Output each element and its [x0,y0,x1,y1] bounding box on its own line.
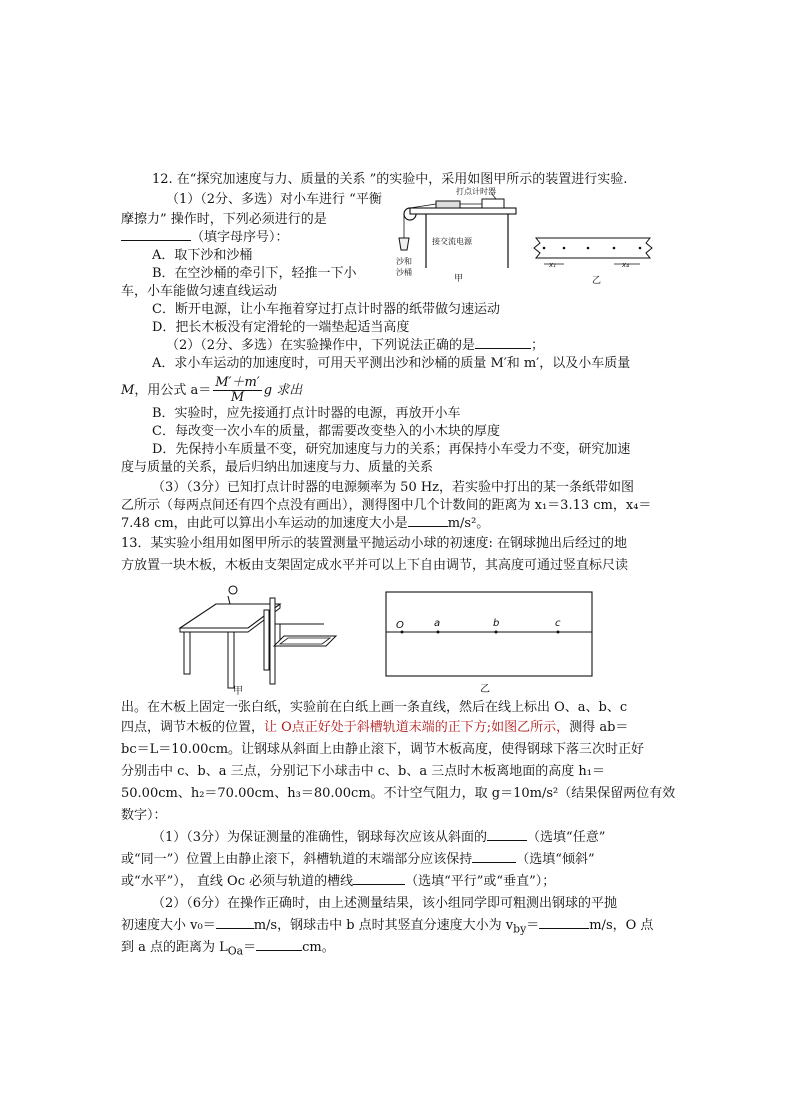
q12-part3-answer-blank[interactable] [408,514,448,527]
q12-option-c: C．断开电源，让小车拖着穿过打点计时器的纸带做匀速运动 [152,302,500,317]
q13-part1-line1: （1）（3分）为保证测量的准确性，钢球每次应该从斜面的 （选填“任意” [152,830,606,845]
q12-option-d: D．把长木板没有定滑轮的一端垫起适当高度 [152,320,410,335]
figure-yi-label: 乙 [592,276,602,286]
label-c: c [555,618,561,629]
q13-part2-blank-v0[interactable] [216,916,254,929]
label-b: b [493,618,500,629]
x1-label: x₁ [549,261,556,269]
q13-part2-line1: （2）（6分）在操作正确时，由上述测量结果，该小组同学即可粗测出钢球的平抛 [152,896,618,911]
q13-part2-line2: 初速度大小 v₀＝ m/s，钢球击中 b 点时其竖直分速度大小为 $v_{by}= m/s$，O 点 [121,918,654,936]
q13-part1-line2: 或“同一”）位置上由静止滚下，斜槽轨道的末端部分应该保持 （选填“倾斜” [121,852,595,867]
sand-bucket [399,238,409,250]
q13-part1-blank-1[interactable] [487,828,527,841]
q13-part1-blank-2[interactable] [472,850,516,863]
q12-part2-option-b: B．实验时，应先接通打点计时器的电源，再放开小车 [152,406,461,421]
timer-device [482,199,504,208]
tape-dot [639,247,642,250]
q13-line2: 方放置一块木板，木板由支架固定成水平并可以上下自由调节，其高度可通过竖直标尺读 [121,558,629,573]
q13-part2-line3: 到 a 点的距离为 $L_{Oa}=$ cm。 [121,940,335,958]
long-board [410,208,516,214]
q13-line5: bc＝L＝10.00cm。让钢球从斜面上由静止滚下，调节木板高度，使得钢球下落三次时正好 [121,742,645,757]
power-label: 接交流电源 [432,237,472,246]
q12-figure-jia-apparatus [396,186,520,286]
q12-part2-option-d-line1: D．先保持小车质量不变，研究加速度与力的关系；再保持小车受力不变，研究加速 [152,442,631,457]
q13-line1: 13．某实验小组用如图甲所示的装置测量平抛运动小球的初速度: 在钢球抛出后经过的地 [121,536,628,551]
tape-dot [613,247,616,250]
tape-dot [587,247,590,250]
q12-part1-answer-blank[interactable] [121,228,191,241]
q12-part1-line2: 摩擦力” 操作时，下列必须进行的是 [121,212,327,227]
q13-figure-jia-apparatus [176,584,346,696]
tape-dot [563,247,566,250]
q12-option-a: A．取下沙和沙桶 [152,248,253,263]
q13-figure-yi-paper [384,590,596,696]
paper-tape [534,238,652,258]
q13-part2-blank-vby[interactable] [539,916,589,929]
white-paper [386,592,592,676]
sand-label-2: 沙桶 [396,268,412,277]
q12-part3-line1: （3）（3分）已知打点计时器的电源频率为 50 Hz，若实验中打出的某一条纸带如图 [152,480,635,495]
q12-part2-option-a-formula: M，用公式 a＝ $\frac{M'+m'}{M}$ g 求出 [121,375,303,405]
q12-intro: 12. 在“探究加速度与力、质量的关系 ”的实验中，采用如图甲所示的装置进行实验. [152,172,628,187]
vertical-scale [270,598,275,684]
q13-line6: 分别击中 c、b、a 三点，分别记下小球击中 c、b、a 三点时木板离地面的高度 h₁＝ [121,764,605,779]
label-a: a [434,618,441,629]
q12-part2-option-d-line2: 度与质量的关系，最后归纳出加速度与力、质量的关系 [121,460,434,475]
point-b [495,631,498,634]
q12-part2-answer-blank[interactable] [475,336,531,349]
timer-label: 打点计时器 [456,187,496,196]
q12-part1-line1: （1）（2分、多选）对小车进行 “平衡 [166,192,382,207]
q12-part2-option-a: A．求小车运动的加速度时，可用天平测出沙和沙桶的质量 M′和 m′，以及小车质量 [152,356,631,371]
tape-dot [543,247,546,250]
q13-part2-blank-loa[interactable] [256,938,302,951]
q12-part2-head: （2）（2分、多选）在实验操作中，下列说法正确的是 ； [166,338,545,353]
q12-part2-option-c: C．每改变一次小车的质量，都需要改变垫入的小木块的厚度 [152,424,500,439]
cart [436,201,460,208]
steel-ball-icon [229,586,237,594]
q13-line7: 50.00cm、h₂＝70.00cm、h₃＝80.00cm。不计空气阻力，取 g＝10m/s²（结果保留两位有效 [121,786,676,801]
point-c [557,631,560,634]
sand-label-1: 沙和 [396,257,412,266]
label-O: O [396,620,404,631]
figure-jia-label: 甲 [454,274,464,284]
q13-line3: 出。在木板上固定一张白纸，实验前在白纸上画一条直线，然后在线上标出 O、a、b、c [121,700,628,715]
q12-part1-line3: （填字母序号）： [121,228,289,248]
q13-part1-blank-3[interactable] [353,872,405,885]
point-a [437,631,440,634]
q12-option-b-line2: 车，小车能做匀速直线运动 [121,284,278,299]
x4-label: x₄ [622,261,629,269]
adjustable-board [274,636,336,646]
q12-part3-line3: 7.48 cm，由此可以算出小车运动的加速度大小是 m/s²。 [121,516,490,531]
highlighted-instruction: 让 O点正好处于斜槽轨道末端的正下方;如图乙所示， [264,720,570,735]
q12-figure-yi-tape [532,236,656,288]
figure-jia-label: 甲 [233,686,243,696]
q13-line8: 数字）： [121,808,167,823]
formula-fraction: $\frac{M'+m'}{M}$ [215,375,260,405]
q13-line4: 四点，调节木板的位置，让 O点正好处于斜槽轨道末端的正下方;如图乙所示，测得 ab＝ [121,720,629,735]
q12-part3-line2: 乙所示（每两点间还有四个点没有画出），测得图中几个计数间的距离为 x₁＝3.13 cm，x₄＝ [121,498,652,513]
q13-part1-line3: 或“水平”）， 直线 Oc 必须与轨道的槽线 （选填“平行”或“垂直”）； [121,874,556,889]
figure-yi-label: 乙 [480,684,490,695]
q12-option-b-line1: B．在空沙桶的牵引下，轻推一下小 [152,266,357,281]
